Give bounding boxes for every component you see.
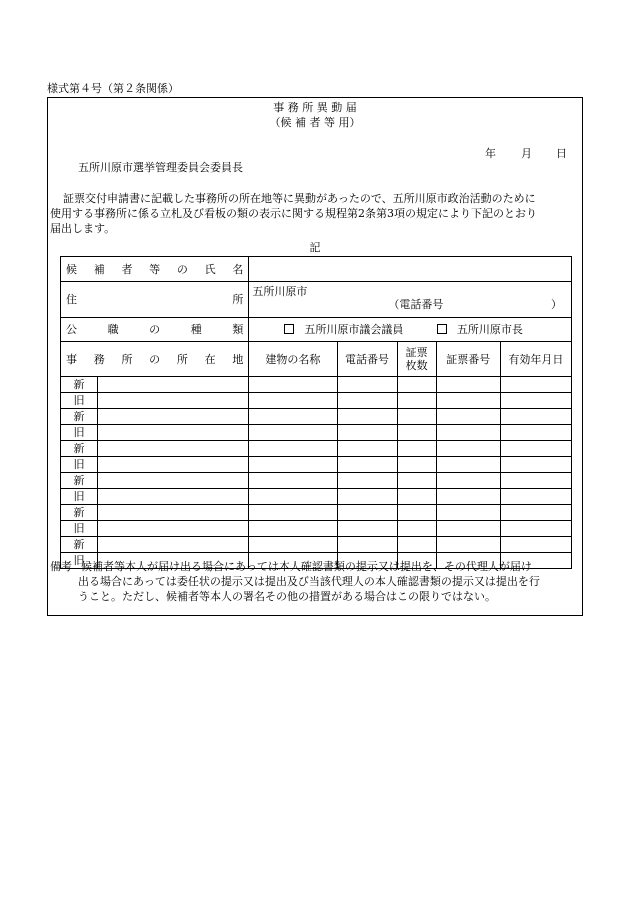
table-cell[interactable] — [500, 521, 571, 537]
table-cell[interactable] — [436, 377, 500, 393]
date-year: 年 — [485, 147, 496, 160]
table-row — [61, 425, 572, 441]
table-row — [61, 537, 572, 553]
table-cell[interactable] — [436, 505, 500, 521]
table-cell[interactable] — [249, 393, 337, 409]
table-cell[interactable] — [337, 425, 397, 441]
addressee: 五所川原市選挙管理委員会委員長 — [78, 161, 243, 174]
table-cell[interactable] — [249, 409, 337, 425]
table-cell[interactable] — [337, 537, 397, 553]
remarks-line-2: 出る場合にあっては委任状の提示又は提出及び当該代理人の本人確認書類の提示又は提出を行 — [78, 575, 540, 588]
table-cell[interactable] — [397, 505, 436, 521]
table-cell[interactable] — [98, 441, 249, 457]
table-cell[interactable] — [397, 457, 436, 473]
body-line-1: 証票交付申請書に記載した事務所の所在地等に異動があったので、五所川原市政治活動のために — [63, 192, 536, 205]
address-field[interactable] — [249, 282, 572, 318]
table-cell[interactable] — [98, 505, 249, 521]
table-cell[interactable] — [337, 505, 397, 521]
table-cell[interactable] — [436, 393, 500, 409]
row-status-label: 新 — [61, 441, 98, 457]
table-cell[interactable] — [397, 409, 436, 425]
remarks-line-1: 候補者等本人が届け出る場合にあっては本人確認書類の提示又は提出を、その代理人が届け — [81, 560, 532, 573]
name-field[interactable] — [249, 257, 572, 282]
table-cell[interactable] — [436, 473, 500, 489]
table-row — [61, 473, 572, 489]
address-prefix: 五所川原市 — [252, 285, 308, 298]
col-certificate-count: 証票 枚数 — [397, 342, 436, 377]
row-status-label: 旧 — [61, 489, 98, 505]
table-cell[interactable] — [397, 425, 436, 441]
table-cell[interactable] — [98, 457, 249, 473]
table-cell[interactable] — [337, 377, 397, 393]
name-label-cell — [61, 257, 249, 282]
location-label: 事 務 所 の 所 在 地 — [66, 352, 244, 366]
table-cell[interactable] — [436, 409, 500, 425]
table-cell[interactable] — [436, 489, 500, 505]
table-cell[interactable] — [500, 505, 571, 521]
table-cell[interactable] — [98, 537, 249, 553]
table-row — [61, 505, 572, 521]
table-cell[interactable] — [249, 425, 337, 441]
name-label: 候 補 者 等 の 氏 名 — [66, 262, 244, 276]
table-cell[interactable] — [249, 377, 337, 393]
checkbox-mayor[interactable] — [437, 324, 447, 334]
table-cell[interactable] — [500, 537, 571, 553]
table-cell[interactable] — [337, 521, 397, 537]
table-cell[interactable] — [249, 537, 337, 553]
table-cell[interactable] — [500, 409, 571, 425]
table-cell[interactable] — [397, 393, 436, 409]
col-building-name: 建物の名称 — [249, 342, 337, 377]
option-mayor[interactable]: 五所川原市長 — [437, 323, 523, 336]
remarks — [50, 559, 580, 604]
office-type-label-cell — [61, 318, 249, 342]
row-status-label: 新 — [61, 505, 98, 521]
table-cell[interactable] — [98, 425, 249, 441]
form-title: 事 務 所 異 動 届 — [273, 101, 357, 114]
table-cell[interactable] — [397, 521, 436, 537]
option-council-member[interactable]: 五所川原市議会議員 — [284, 323, 403, 336]
table-cell[interactable] — [249, 521, 337, 537]
table-cell[interactable] — [98, 489, 249, 505]
body-line-3: 届出します。 — [50, 222, 116, 235]
table-cell[interactable] — [436, 425, 500, 441]
table-cell[interactable] — [98, 473, 249, 489]
col-phone-number: 電話番号 — [337, 342, 397, 377]
table-cell[interactable] — [397, 441, 436, 457]
table-cell[interactable] — [337, 473, 397, 489]
table-cell[interactable] — [337, 409, 397, 425]
table-cell[interactable] — [436, 537, 500, 553]
row-status-label: 旧 — [61, 393, 98, 409]
row-status-label: 旧 — [61, 521, 98, 537]
table-cell[interactable] — [500, 377, 571, 393]
table-cell[interactable] — [500, 489, 571, 505]
table-cell[interactable] — [500, 457, 571, 473]
office-type-label: 公 職 の 種 類 — [66, 323, 244, 336]
table-cell[interactable] — [500, 425, 571, 441]
table-cell[interactable] — [436, 457, 500, 473]
ki-heading: 記 — [309, 241, 321, 254]
row-status-label: 旧 — [61, 425, 98, 441]
table-cell[interactable] — [249, 473, 337, 489]
row-status-label: 新 — [61, 537, 98, 553]
table-row — [61, 521, 572, 537]
form-number: 様式第４号（第２条関係） — [47, 82, 179, 95]
table-row — [61, 441, 572, 457]
table-row — [61, 409, 572, 425]
address-label: 住 所 — [66, 293, 244, 306]
table-row — [61, 489, 572, 505]
table-row — [61, 377, 572, 393]
phone-open: （電話番号 — [388, 298, 444, 311]
col-valid-date: 有効年月日 — [500, 342, 571, 377]
row-status-label: 新 — [61, 409, 98, 425]
row-status-label: 旧 — [61, 553, 98, 569]
checkbox-council-member[interactable] — [284, 324, 294, 334]
office-change-table — [60, 256, 572, 569]
table-cell[interactable] — [98, 393, 249, 409]
row-status-label: 旧 — [61, 457, 98, 473]
office-type-field — [249, 318, 572, 342]
remarks-line-3: うこと。ただし、候補者等本人の署名その他の措置がある場合はこの限りではない。 — [78, 590, 496, 603]
address-label-cell — [61, 282, 249, 318]
table-cell[interactable] — [249, 441, 337, 457]
row-status-label: 新 — [61, 473, 98, 489]
table-cell[interactable] — [397, 473, 436, 489]
table-cell[interactable] — [436, 441, 500, 457]
table-cell[interactable] — [436, 521, 500, 537]
table-cell[interactable] — [337, 393, 397, 409]
table-cell[interactable] — [98, 409, 249, 425]
table-cell[interactable] — [98, 521, 249, 537]
table-cell[interactable] — [397, 377, 436, 393]
body-line-2: 使用する事務所に係る立札及び看板の類の表示に関する規程第2条第3項の規定により下記のとおり — [50, 207, 537, 220]
row-status-label: 新 — [61, 377, 98, 393]
table-cell[interactable] — [337, 457, 397, 473]
table-cell[interactable] — [337, 489, 397, 505]
table-cell[interactable] — [500, 473, 571, 489]
table-cell[interactable] — [337, 441, 397, 457]
table-cell[interactable] — [249, 457, 337, 473]
form-subtitle: （候 補 者 等 用） — [269, 116, 361, 129]
table-cell[interactable] — [98, 377, 249, 393]
remarks-label: 備考 — [50, 560, 72, 573]
table-cell[interactable] — [397, 537, 436, 553]
table-cell[interactable] — [249, 489, 337, 505]
table-cell[interactable] — [249, 505, 337, 521]
table-cell[interactable] — [397, 489, 436, 505]
date-month: 月 — [521, 147, 532, 160]
table-row — [61, 457, 572, 473]
table-cell[interactable] — [500, 393, 571, 409]
location-label-cell — [61, 342, 249, 377]
date-day: 日 — [556, 147, 567, 160]
col-certificate-number: 証票番号 — [436, 342, 500, 377]
phone-close: ） — [551, 298, 562, 311]
table-row — [61, 393, 572, 409]
table-cell[interactable] — [500, 441, 571, 457]
